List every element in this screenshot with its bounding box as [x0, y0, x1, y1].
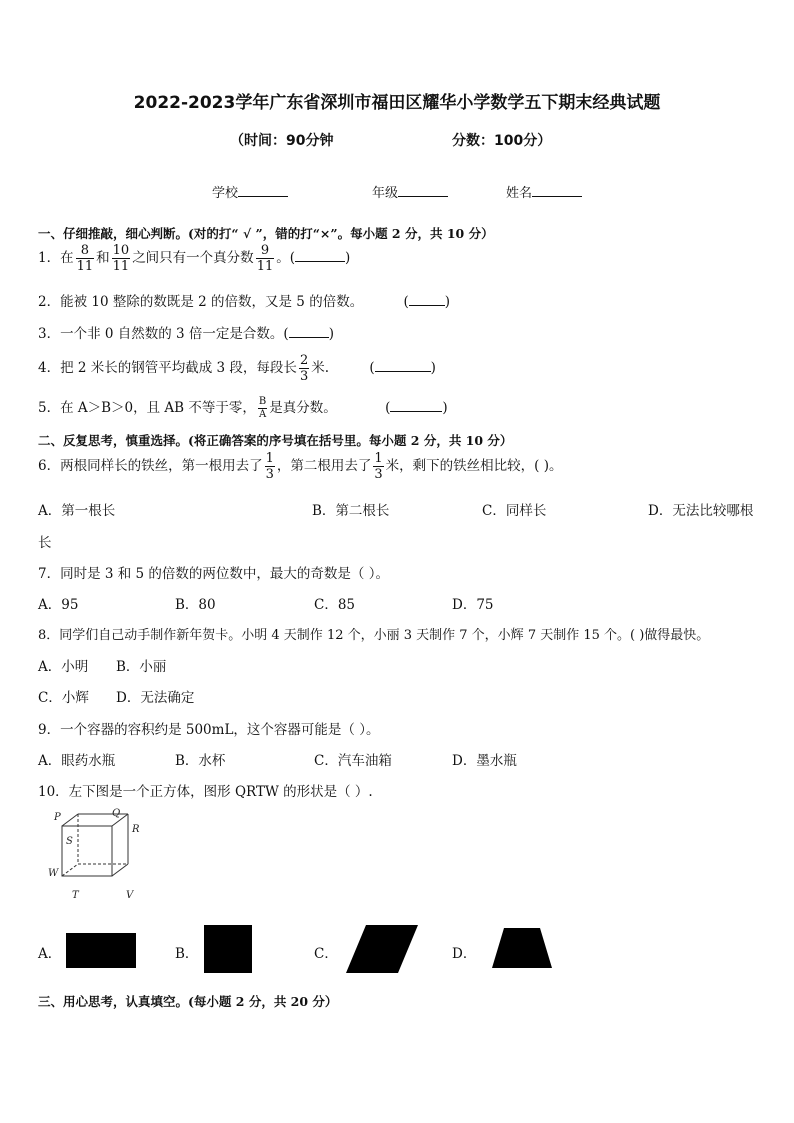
cube-label-s: S	[66, 836, 73, 847]
q6-option-b[interactable]: B．第二根长	[312, 503, 390, 519]
question-8: 8．同学们自己动手制作新年贺卡。小明 4 天制作 12 个，小丽 3 天制作 7 个，小辉 7 天制作 15 个。( )做得最快。	[38, 628, 710, 643]
q1-fraction-c: $\frac{9}{11}$	[256, 243, 274, 274]
q6-option-d[interactable]: D．无法比较哪根	[648, 503, 754, 519]
q9-option-a[interactable]: A．眼药水瓶	[38, 753, 116, 769]
q10-option-d[interactable]: D．	[452, 946, 477, 962]
q2-answer-blank[interactable]	[409, 293, 445, 306]
cube-front-face	[62, 826, 112, 876]
q6-option-c[interactable]: C．同样长	[482, 503, 547, 519]
q10-shape-rectangle[interactable]	[66, 933, 136, 968]
q1-fraction-a: $\frac{8}{11}$	[76, 243, 94, 274]
q9-option-b[interactable]: B．水杯	[175, 753, 226, 769]
cube-label-t: T	[72, 890, 79, 901]
q1-text-pre: 1．在	[38, 250, 74, 266]
cube-label-p: P	[54, 812, 61, 823]
school-blank[interactable]	[238, 184, 288, 197]
name-blank[interactable]	[532, 184, 582, 197]
q6-fraction-a: $\frac{1}{3}$	[265, 451, 274, 482]
q10-shape-trapezoid[interactable]	[490, 928, 554, 968]
q10-option-c[interactable]: C．	[314, 946, 338, 962]
q8-option-c[interactable]: C．小辉	[38, 690, 89, 706]
q1-text-mid2: 之间只有一个真分数	[132, 250, 254, 266]
q10-shape-parallelogram[interactable]	[346, 925, 418, 973]
question-6: 6．两根同样长的铁丝，第一根用去了 $\frac{1}{3}$ ，第二根用去了 $\frac{1}{3}$ 米，剩下的铁丝相比较，( )。	[38, 451, 563, 482]
cube-label-v: V	[126, 890, 134, 901]
q9-option-c[interactable]: C．汽车油箱	[314, 753, 392, 769]
q1-fraction-b: $\frac{10}{11}$	[112, 243, 130, 274]
section-1-heading: 一、仔细推敲，细心判断。(对的打“ √ ”，错的打“×”。每小题 2 分，共 10 分）	[38, 226, 494, 241]
q9-option-d[interactable]: D．墨水瓶	[452, 753, 517, 769]
question-4: 4．把 2 米长的钢管平均截成 3 段，每段长 $\frac{2}{3}$ 米. ( )	[38, 353, 436, 384]
name-field	[506, 182, 582, 201]
question-7: 7．同时是 3 和 5 的倍数的两位数中，最大的奇数是（ ）。	[38, 566, 389, 582]
q6-fraction-b: $\frac{1}{3}$	[374, 451, 383, 482]
school-field	[212, 182, 288, 201]
section-2-heading: 二、反复思考，慎重选择。(将正确答案的序号填在括号里。每小题 2 分，共 10 分）	[38, 433, 513, 448]
cube-label-w: W	[48, 868, 59, 879]
question-9: 9．一个容器的容积约是 500mL，这个容器可能是（ ）。	[38, 722, 380, 738]
question-3: 3．一个非 0 自然数的 3 倍一定是合数。( )	[38, 326, 334, 342]
cube-label-r: R	[132, 824, 140, 835]
q6-option-a[interactable]: A．第一根长	[38, 503, 116, 519]
q1-text-mid1: 和	[96, 250, 110, 266]
question-2: 2．能被 10 整除的数既是 2 的倍数，又是 5 的倍数。 ( )	[38, 294, 451, 310]
q4-fraction: $\frac{2}{3}$	[299, 353, 309, 384]
cube-edge	[62, 814, 78, 826]
q3-answer-blank[interactable]	[289, 325, 329, 338]
cube-hidden-edge	[62, 864, 78, 876]
grade-field	[372, 182, 448, 201]
q7-option-d[interactable]: D．75	[452, 597, 494, 613]
q7-option-c[interactable]: C．85	[314, 597, 356, 613]
section-3-heading: 三、用心思考，认真填空。(每小题 2 分，共 20 分）	[38, 994, 338, 1009]
q8-option-b[interactable]: B．小丽	[116, 659, 167, 675]
grade-label: 年级	[372, 186, 399, 201]
q8-option-a[interactable]: A．小明	[38, 659, 89, 675]
q5-fraction: $\frac{B}{A}$	[258, 396, 267, 420]
grade-blank[interactable]	[398, 184, 448, 197]
q7-option-b[interactable]: B．80	[175, 597, 216, 613]
exam-score: 分数：100分）	[452, 133, 552, 149]
q7-option-a[interactable]: A．95	[38, 597, 79, 613]
q10-option-a[interactable]: A．	[38, 946, 62, 962]
question-1: 1．在 $\frac{8}{11}$ 和 $\frac{10}{11}$ 之间只有一个真分数 $\frac{9}{11}$ 。( )	[38, 243, 351, 274]
cube-edge	[112, 864, 128, 876]
exam-time: （时间：90分钟	[230, 133, 334, 149]
q10-shape-square[interactable]	[204, 925, 252, 973]
q6-option-d-continued: 长	[38, 535, 52, 551]
q10-option-b[interactable]: B．	[175, 946, 199, 962]
school-label: 学校	[212, 186, 239, 201]
q8-option-d[interactable]: D．无法确定	[116, 690, 195, 706]
q1-answer-blank[interactable]	[295, 249, 345, 262]
question-10: 10．左下图是一个正方体，图形 QRTW 的形状是（ ）.	[38, 784, 373, 800]
cube-figure	[44, 806, 164, 906]
page-title: 2022-2023学年广东省深圳市福田区耀华小学数学五下期末经典试题	[133, 93, 661, 113]
cube-label-q: Q	[112, 808, 121, 819]
q4-answer-blank[interactable]	[375, 359, 431, 372]
name-label: 姓名	[506, 186, 533, 201]
question-5: 5．在 A＞B＞0，且 AB 不等于零， $\frac{B}{A}$ 是真分数。 ( )	[38, 396, 448, 420]
q5-answer-blank[interactable]	[390, 399, 442, 412]
